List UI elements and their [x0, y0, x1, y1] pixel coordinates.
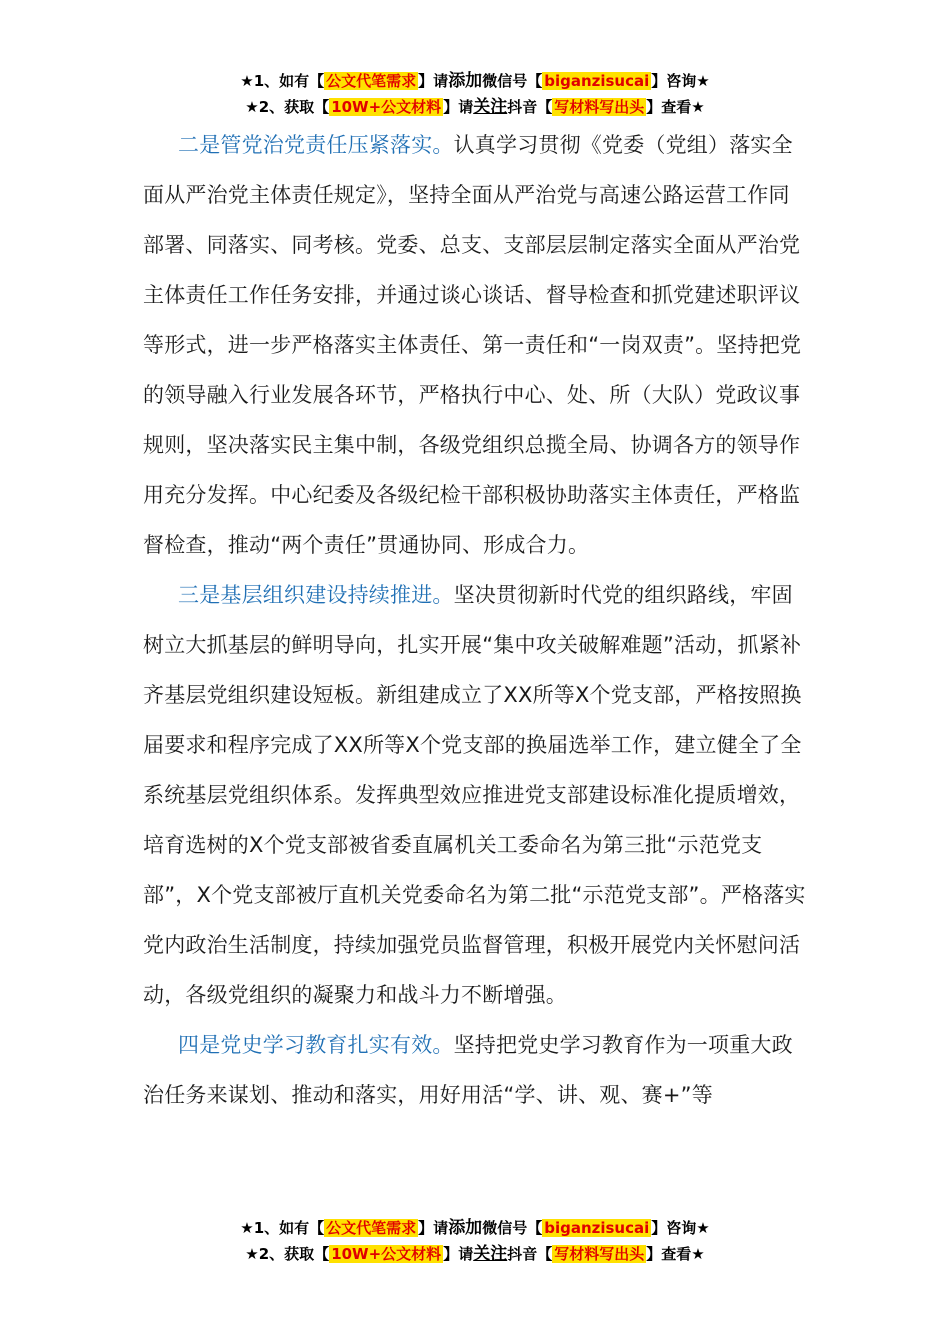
paragraph-party-governance: [143, 120, 808, 570]
banner-line-2: ★2、获取【 10W+公文材料 】请关注抖音【 写材料写出头 】查看★: [245, 97, 705, 117]
banner-line-2: ★2、获取【 10W+公文材料 】请关注抖音【 写材料写出头 】查看★: [245, 1244, 705, 1264]
highlight-service: 公文代笔需求: [326, 1219, 417, 1237]
banner-line-1: ★1、如有【 公文代笔需求 】请添加微信号【 biganzisucai 】咨询★: [240, 1218, 710, 1238]
highlight-wechat-id: biganzisucai: [544, 1219, 650, 1237]
highlight-service: 公文代笔需求: [326, 72, 417, 90]
paragraph-grassroots-organization: [143, 570, 808, 1020]
highlight-materials: 10W+公文材料: [331, 98, 442, 116]
star-icon: ★: [696, 72, 710, 90]
header-ad-banner: [0, 68, 950, 120]
banner-line-1: ★1、如有【 公文代笔需求 】请添加微信号【 biganzisucai 】咨询★: [240, 71, 710, 91]
paragraph-lead: 四是党史学习教育扎实有效。: [178, 1033, 454, 1057]
star-icon: ★: [691, 98, 705, 116]
paragraph-lead: 三是基层组织建设持续推进。: [178, 583, 454, 607]
star-icon: ★: [240, 1219, 254, 1237]
highlight-materials: 10W+公文材料: [331, 1245, 442, 1263]
document-body: [143, 120, 808, 1120]
footer-ad-banner: [0, 1215, 950, 1267]
star-icon: ★: [696, 1219, 710, 1237]
paragraph-text: 认真学习贯彻《党委（党组）落实全面从严治党主体责任规定》，坚持全面从严治党与高速公路运营工作同部署、同落实、同考核。党委、总支、支部层层制定落实全面从严治党主体责任工作任务安排，并通过谈心谈话、督导检查和抓党建述职评议等形式，进一步严格落实主体责任、第一责任和“一岗双责”。坚持把党的领导融入行业发展各环节，严格执行中心、处、所（大队）党政议事规则，坚决落实民主集中制，各级党组织总揽全局、协调各方的领导作用充分发挥。中心纪委及各级纪检干部积极协助落实主体责任，严格监督检查，推动“两个责任”贯通协同、形成合力。: [143, 133, 802, 557]
paragraph-party-history: [143, 1020, 808, 1120]
star-icon: ★: [691, 1245, 705, 1263]
highlight-douyin: 写材料写出头: [554, 98, 645, 116]
star-icon: ★: [245, 98, 259, 116]
highlight-douyin: 写材料写出头: [554, 1245, 645, 1263]
star-icon: ★: [245, 1245, 259, 1263]
paragraph-lead: 二是管党治党责任压紧落实。: [178, 133, 454, 157]
paragraph-text: 坚决贯彻新时代党的组织路线，牢固树立大抓基层的鲜明导向，扎实开展“集中攻关破解难题”活动，抓紧补齐基层党组织建设短板。新组建成立了XX所等X个党支部，严格按照换届要求和程序完成了XX所等X个党支部的换届选举工作，建立健全了全系统基层党组织体系。发挥典型效应推进党支部建设标准化提质增效，培育选树的X个党支部被省委直属机关工委命名为第三批“示范党支部”，X个党支部被厅直机关党委命名为第二批“示范党支部”。严格落实党内政治生活制度，持续加强党员监督管理，积极开展党内关怀慰问活动，各级党组织的凝聚力和战斗力不断增强。: [143, 583, 806, 1007]
paragraph-text: 坚持把党史学习教育作为一项重大政治任务来谋划、推动和落实，用好用活“学、讲、观、赛+”等: [143, 1033, 793, 1107]
star-icon: ★: [240, 72, 254, 90]
highlight-wechat-id: biganzisucai: [544, 72, 650, 90]
